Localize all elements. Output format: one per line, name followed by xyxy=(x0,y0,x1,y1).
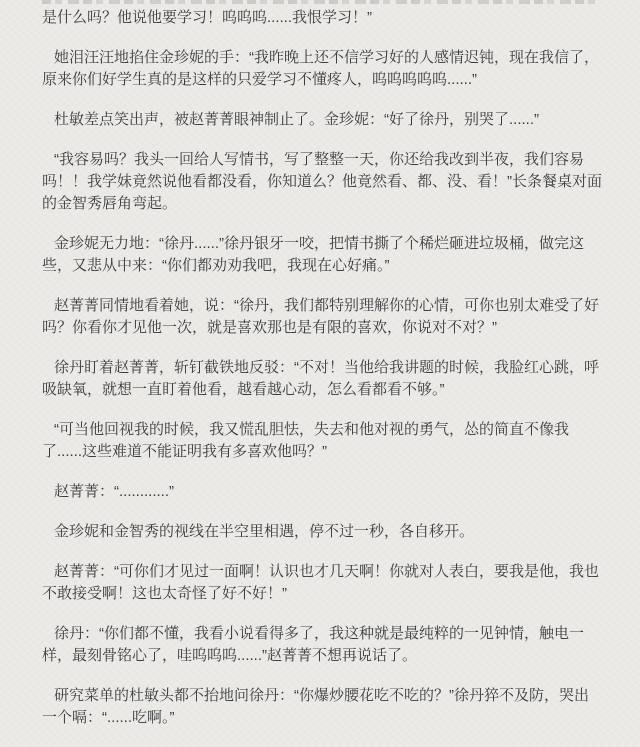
paragraph xyxy=(42,47,598,91)
text-line: 研究菜单的杜敏头都不抬地问徐丹：“你爆炒腰花吃不吃的？”徐丹猝不及防，哭出 xyxy=(54,687,589,704)
paragraph xyxy=(42,419,598,463)
text-line: 样，最刻骨铭心了，哇呜呜呜......”赵菁菁不想再说话了。 xyxy=(42,647,418,664)
text-line: 是什么吗？他说他要学习！呜呜呜......我恨学习！” xyxy=(42,9,373,26)
text-line: 的金智秀唇角弯起。 xyxy=(42,195,178,212)
text-line: 赵菁菁：“可你们才见过一面啊！认识也才几天啊！你就对人表白，要我是他，我也 xyxy=(54,563,599,580)
paragraph xyxy=(42,233,598,277)
text-line: 杜敏差点笑出声，被赵菁菁眼神制止了。金珍妮：“好了徐丹，别哭了......” xyxy=(54,111,539,128)
text-line: 原来你们好学生真的是这样的只爱学习不懂疼人，呜呜呜呜呜......” xyxy=(42,71,478,88)
paragraph xyxy=(42,149,602,215)
text-line: 赵菁菁同情地看着她，说：“徐丹，我们都特别理解你的心情，可你也别太难受了好 xyxy=(54,297,599,314)
paragraph xyxy=(42,7,598,29)
text-line: 赵菁菁：“............” xyxy=(54,483,175,500)
text-line: “我容易吗？我头一回给人写情书，写了整整一天，你还给我改到半夜，我们容易 xyxy=(54,151,584,168)
text-line: 金珍妮无力地：“徐丹......”徐丹银牙一咬，把情书撕了个稀烂砸进垃圾桶，做完这 xyxy=(54,235,584,252)
paragraph xyxy=(42,357,598,401)
text-line: 一个嗝：“......吃啊。” xyxy=(42,709,175,726)
text-line: 徐丹盯着赵菁菁，斩钉截铁地反驳：“不对！当他给我讲题的时候，我脸红心跳，呼 xyxy=(54,359,599,376)
paragraph xyxy=(42,295,598,339)
text-line: 了......这些难道不能证明我有多喜欢他吗？” xyxy=(42,443,328,460)
paragraph xyxy=(42,623,598,667)
text-line: 吸缺氧，就想一直盯着他看，越看越心动，怎么看都看不够。” xyxy=(42,381,445,398)
text-line: “可当他回视我的时候，我又慌乱胆怯，失去和他对视的勇气，怂的简直不像我 xyxy=(54,421,569,438)
text-line: 徐丹：“你们都不懂，我看小说看得多了，我这种就是最纯粹的一见钟情，触电一 xyxy=(54,625,584,642)
paragraph xyxy=(42,561,598,605)
text-line: 她泪汪汪地掐住金珍妮的手：“我昨晚上还不信学习好的人感情迟钝，现在我信了， xyxy=(54,49,599,66)
paragraph xyxy=(42,521,598,543)
text-line: 吗！！我学妹竟然说他看都没看，你知道么？他竟然看、都、没、看！”长条餐桌对面 xyxy=(42,173,602,190)
paragraph xyxy=(42,685,598,729)
text-line: 些，又悲从中来：“你们都劝劝我吧，我现在心好痛。” xyxy=(42,257,390,274)
paragraph xyxy=(42,481,598,503)
text-line: 不敢接受啊！这也太奇怪了好不好！” xyxy=(42,585,287,602)
text-line: 吗？你看你才见他一次，就是喜欢那也是有限的喜欢，你说对不对？” xyxy=(42,319,497,336)
paragraph xyxy=(42,109,598,131)
text-line: 金珍妮和金智秀的视线在半空里相遇，停不过一秒，各自移开。 xyxy=(54,523,475,540)
